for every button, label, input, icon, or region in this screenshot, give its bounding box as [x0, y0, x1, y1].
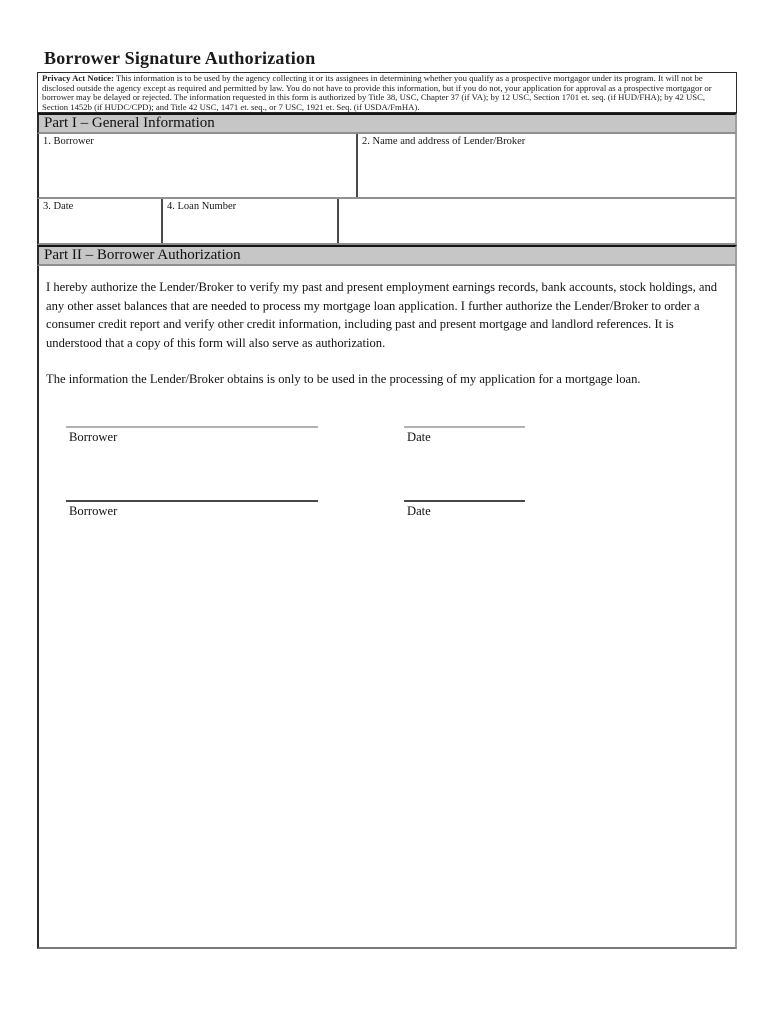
lender-broker-field-value[interactable]: [362, 148, 731, 160]
authorization-paragraph: I hereby authorize the Lender/Broker to verify my past and present employment earnings records, bank accounts, stock holdings, and any other asset balances that are needed to process my mortgage loan application. I further authorize the Lender/Broker to order a consumer credit report and verify other credit information, including past and present mortgage and landlord references. It is understood that a copy of this form will also serve as authorization.: [46, 280, 718, 350]
date-signature-label-2: Date: [407, 504, 431, 518]
part1-row-1: [37, 134, 737, 199]
privacy-notice-text: This information is to be used by the agency collecting it or its assignees in determining whether you qualify as a prospective mortgagor under its program. It will not be disclosed outside the agency except as required and permitted by law. You do not have to provide this information, but if you do not, your application for approval as a prospective mortgagor or borrower may be delayed or rejected. The information requested in this form is authorized by Title 38, USC, Chapter 37 (if VA); by 12 USC, Section 1701 et. seq. (if HUD/FHA); by 42 USC, Section 1452b (if HUDC/CPD); and Title 42 USC, 1471 et. seq., or 7 USC, 1921 et. Seq. (if USDA/FmHA).: [42, 73, 712, 112]
date-signature-label-1: Date: [407, 430, 431, 444]
borrower-field-value[interactable]: [43, 148, 352, 160]
borrower-field-label: 1. Borrower: [43, 136, 94, 147]
borrower-signature-label-2: Borrower: [69, 504, 118, 518]
form-page: [37, 46, 737, 949]
date-field-label: 3. Date: [43, 201, 74, 212]
part1-row-2: [37, 199, 737, 245]
page-title: Borrower Signature Authorization: [44, 48, 316, 68]
loan-number-field-label: 4. Loan Number: [167, 201, 237, 212]
lender-broker-field-cell[interactable]: [358, 134, 735, 197]
usage-paragraph: The information the Lender/Broker obtains is only to be used in the processing of my application for a mortgage loan.: [46, 372, 641, 386]
empty-cell: [339, 199, 735, 243]
borrower-signature-group-1: [66, 426, 318, 445]
privacy-notice-box: [37, 72, 737, 113]
lender-broker-field-label: 2. Name and address of Lender/Broker: [362, 136, 526, 147]
date-signature-group-1: [404, 426, 525, 445]
borrower-field-cell[interactable]: [39, 134, 358, 197]
loan-number-field-value[interactable]: [167, 213, 333, 225]
part2-header: Part II – Borrower Authorization: [37, 245, 737, 266]
loan-number-field-cell[interactable]: [163, 199, 339, 243]
date-field-value[interactable]: [43, 213, 157, 225]
part2-body: [37, 266, 737, 949]
date-signature-group-2: [404, 500, 525, 519]
part1-header: Part I – General Information: [37, 113, 737, 134]
borrower-signature-label-1: Borrower: [69, 430, 118, 444]
borrower-signature-group-2: [66, 500, 318, 519]
date-field-cell[interactable]: [39, 199, 163, 243]
privacy-notice-label: Privacy Act Notice:: [42, 73, 114, 83]
